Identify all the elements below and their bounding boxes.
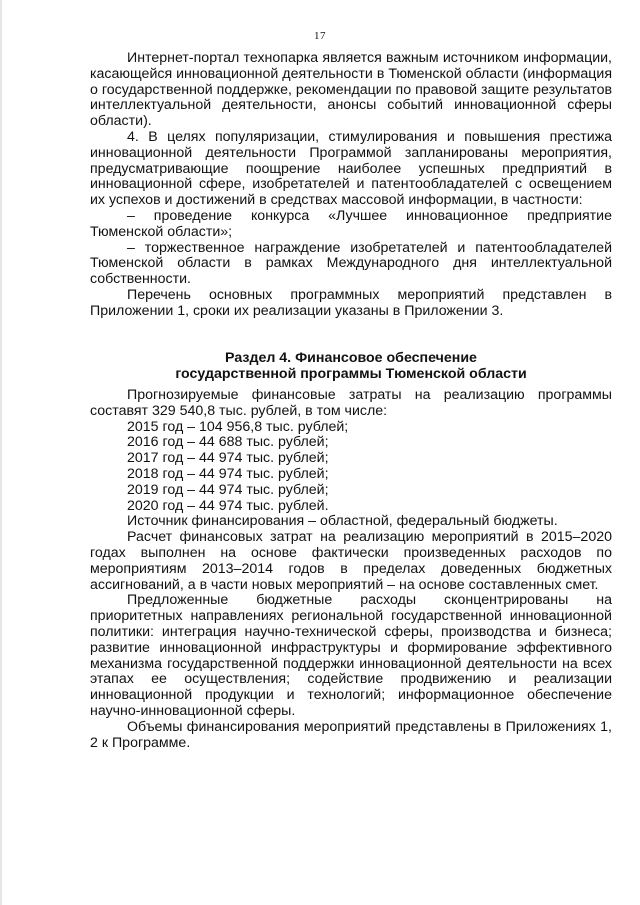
paragraph-funding-source: Источник финансирования – областной, федеральный бюджеты. — [127, 513, 558, 530]
page-number: 17 — [314, 30, 326, 42]
year-line-2020: 2020 год – 44 974 тыс. рублей. — [127, 497, 329, 514]
paragraph-forecast-costs: Прогнозируемые финансовые затраты на реализацию программы составят 329 540,8 тыс. рублей, в том числе: — [90, 387, 612, 419]
paragraph-events-list: Перечень основных программных мероприятий представлен в Приложении 1, сроки их реализации указаны в Приложении 3. — [90, 286, 612, 319]
year-line-2016: 2016 год – 44 688 тыс. рублей; — [127, 434, 329, 451]
year-line-2019: 2019 год – 44 974 тыс. рублей; — [127, 481, 329, 498]
section-heading — [90, 350, 612, 382]
section-heading-line-2: государственной программы Тюменской области — [175, 366, 527, 382]
section-heading-line-1: Раздел 4. Финансовое обеспечение — [225, 350, 477, 366]
intro-text-block — [90, 51, 612, 320]
list-item-contest: – проведение конкурса «Лучшее инновационное предприятие Тюменской области»; — [90, 207, 612, 240]
year-line-2017: 2017 год – 44 974 тыс. рублей; — [127, 450, 329, 467]
paragraph-cost-calculation: Расчет финансовых затрат на реализацию мероприятий в 2015–2020 годах выполнен на основе фактически произведенных расходов по мероприятиям 2013–2014 годов в пределах доведенных бюджетных ассигнований, а в части новых мероприятий – на основе составленных смет. — [90, 529, 612, 593]
finance-text-block — [90, 388, 612, 751]
paragraph-popularization: 4. В целях популяризации, стимулирования и повышения престижа инновационной деятельности Программой запланированы мероприятия, предусматривающие поощрение наиболее успешных предприятий в инновационной сфере, изобретателей и патентообладателей с освещением их успехов и достижений в средствах массовой информации, в частности: — [90, 128, 612, 209]
paragraph-funding-volumes: Объемы финансирования мероприятий представлены в Приложениях 1, 2 к Программе. — [90, 718, 612, 751]
year-line-2018: 2018 год – 44 974 тыс. рублей; — [127, 465, 329, 482]
paragraph-budget-priorities: Предложенные бюджетные расходы сконцентрированы на приоритетных направлениях региональной государственной инновационной политики: интеграция научно-технической сферы, производства и бизнеса; развитие инновационной инфраструктуры и формирование эффективного механизма государственной поддержки инновационной деятельности на всех этапах ее осуществления; содействие продвижению и реализации инновационной продукции и технологий; информационное обеспечение научно-инновационной сферы. — [90, 592, 612, 719]
scan-edge — [0, 0, 2, 905]
list-item-awarding: – торжественное награждение изобретателей и патентообладателей Тюменской области в рамках Международного дня интеллектуальной собственности. — [90, 239, 612, 288]
year-line-2015: 2015 год – 104 956,8 тыс. рублей; — [127, 418, 349, 435]
paragraph-internet-portal: Интернет-портал технопарка является важным источником информации, касающейся инновационной деятельности в Тюменской области (информация о государственной поддержке, рекомендации по правовой защите результатов интеллектуальной деятельности, анонсы событий инновационной сферы области). — [90, 50, 612, 130]
